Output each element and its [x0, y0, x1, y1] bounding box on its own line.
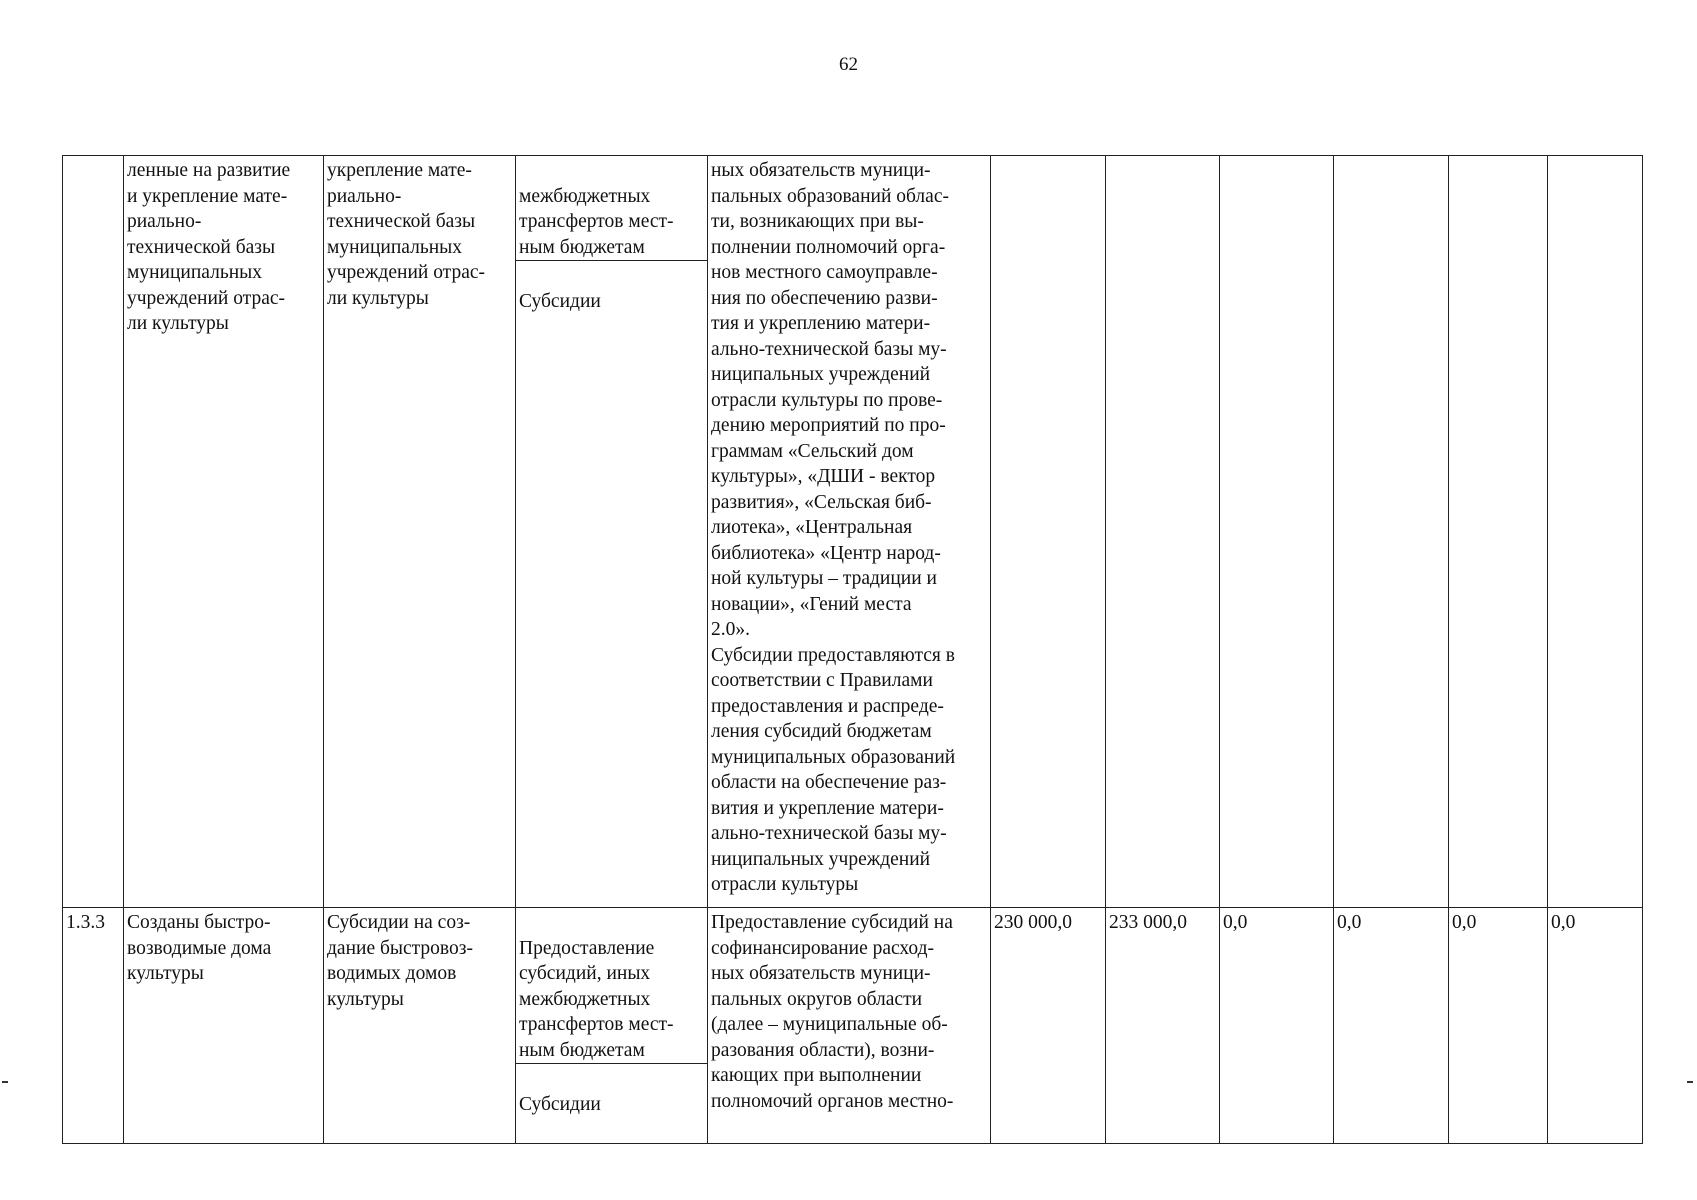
description-cell: Предоставление субсидий на софинансирование расход- ных обязательств муници- пальных округов области (далее – муниципальные об- разования области), возни- кающих при выполнении полномочий органов местно-	[708, 908, 991, 1144]
measure-cell: укрепление мате- риально- технической базы муниципальных учреждений отрас- ли культуры	[324, 156, 516, 908]
value-cell: 0,0	[1548, 908, 1643, 1144]
value-cell: 233 000,0	[1106, 908, 1220, 1144]
budget-table	[62, 155, 1643, 1144]
value-cell: 230 000,0	[991, 908, 1106, 1144]
type-cell	[516, 156, 708, 908]
page-number: 62	[839, 54, 858, 75]
row-number-cell: 1.3.3	[63, 908, 124, 1144]
description-cell: ных обязательств муници- пальных образований облас- ти, возникающих при вы- полнении полномочий орга- нов местного самоуправле- ния по обеспечению разви- тия и укреплению матери- ально-технической базы му- ниципальных учреждений отрасли культуры по прове- дению мероприятий по про- граммам «Сельский дом культуры», «ДШИ - вектор развития», «Сельская биб- лиотека», «Центральная библиотека» «Центр народ- ной культуры – традиции и новации», «Гений места 2.0». Субсидии предоставляются в соответствии с Правилами предоставления и распреде- ления субсидий бюджетам муниципальных образований области на обеспечение раз- вития и укрепление матери- ально-технической базы му- ниципальных учреждений отрасли культуры	[708, 156, 991, 908]
value-cell	[1106, 156, 1220, 908]
type-cell	[516, 908, 708, 1144]
type-bottom: Субсидии	[519, 1093, 601, 1115]
type-top: Предоставление субсидий, иных межбюджетных трансфертов мест- ным бюджетам	[516, 934, 707, 1065]
value-cell	[1449, 156, 1548, 908]
result-cell: Созданы быстро- возводимые дома культуры	[124, 908, 324, 1144]
value-cell	[1220, 156, 1334, 908]
value-cell	[991, 156, 1106, 908]
measure-cell: Субсидии на соз- дание быстровоз- водимых домов культуры	[324, 908, 516, 1144]
value-cell: 0,0	[1449, 908, 1548, 1144]
value-cell	[1334, 156, 1449, 908]
row-number-cell	[63, 156, 124, 908]
value-cell: 0,0	[1334, 908, 1449, 1144]
table-row	[63, 908, 1643, 1144]
result-cell: ленные на развитие и укрепление мате- риально- технической базы муниципальных учреждений отрас- ли культуры	[124, 156, 324, 908]
scan-edge-mark	[1687, 1081, 1693, 1083]
value-cell: 0,0	[1220, 908, 1334, 1144]
type-top: межбюджетных трансфертов мест- ным бюджетам	[516, 182, 707, 262]
scan-edge-mark	[2, 1081, 8, 1083]
table-row	[63, 156, 1643, 908]
value-cell	[1548, 156, 1643, 908]
type-bottom: Субсидии	[519, 290, 601, 312]
